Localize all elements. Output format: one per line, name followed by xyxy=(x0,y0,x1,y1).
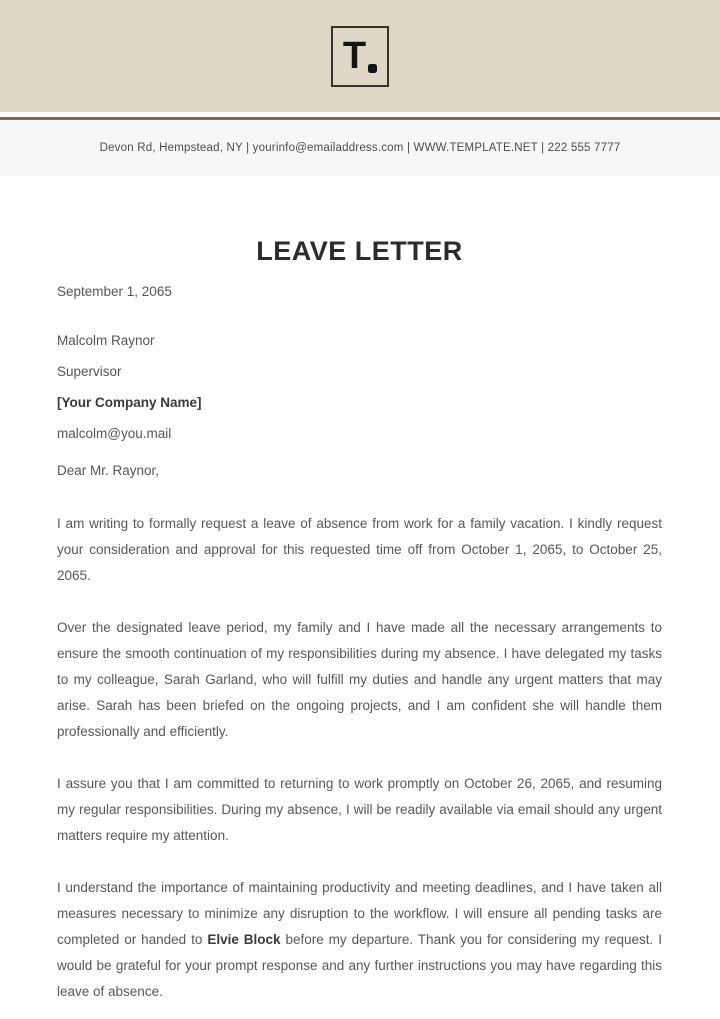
recipient-block xyxy=(57,334,662,441)
letterhead-band xyxy=(0,0,720,112)
logo-dot xyxy=(368,64,377,73)
recipient-role: Supervisor xyxy=(57,364,122,379)
letter-content xyxy=(0,236,720,1005)
template-logo xyxy=(331,26,389,87)
letter-date: September 1, 2065 xyxy=(57,284,172,299)
recipient-name: Malcolm Raynor xyxy=(57,333,155,348)
paragraph-3: I assure you that I am committed to returning to work promptly on October 26, 2065, and resuming my regular responsibilities. During my absence, I will be readily available via email should any urgent matters require my attention. xyxy=(57,776,662,843)
paragraph-1: I am writing to formally request a leave of absence from work for a family vacation. I kindly request your consideration and approval for this requested time off from October 1, 2065, to October 25, 2065. xyxy=(57,516,662,583)
letter-body xyxy=(57,511,662,1005)
paragraph-2: Over the designated leave period, my family and I have made all the necessary arrangements to ensure the smooth continuation of my responsibilities during my absence. I have delegated my tasks to my colleague, Sarah Garland, who will fulfill my duties and handle any urgent matters that may arise. Sarah has been briefed on the ongoing projects, and I am confident she will handle them professionally and efficiently. xyxy=(57,620,662,739)
recipient-email: malcolm@you.mail xyxy=(57,426,172,441)
paragraph-4-text-end: before my departure. Thank you for considering my request. I would be grateful for your prompt response and any further instructions you may have regarding this leave of absence. xyxy=(57,932,662,999)
contact-bar xyxy=(0,120,720,176)
paragraph-4 xyxy=(57,875,662,1005)
paragraph-4-text: I understand the importance of maintaining productivity and meeting deadlines, and I have taken all measures necessary to minimize any disruption to the workflow. I will ensure all pending tasks are completed or handed to xyxy=(57,880,662,947)
logo-letter: T xyxy=(342,35,366,77)
salutation: Dear Mr. Raynor, xyxy=(57,463,160,478)
page-title: LEAVE LETTER xyxy=(256,236,463,266)
recipient-company: [Your Company Name] xyxy=(57,395,202,410)
contact-line: Devon Rd, Hempstead, NY | yourinfo@emailaddress.com | WWW.TEMPLATE.NET | 222 555 7777 xyxy=(99,142,621,154)
handover-name: Elvie Block xyxy=(207,932,281,947)
